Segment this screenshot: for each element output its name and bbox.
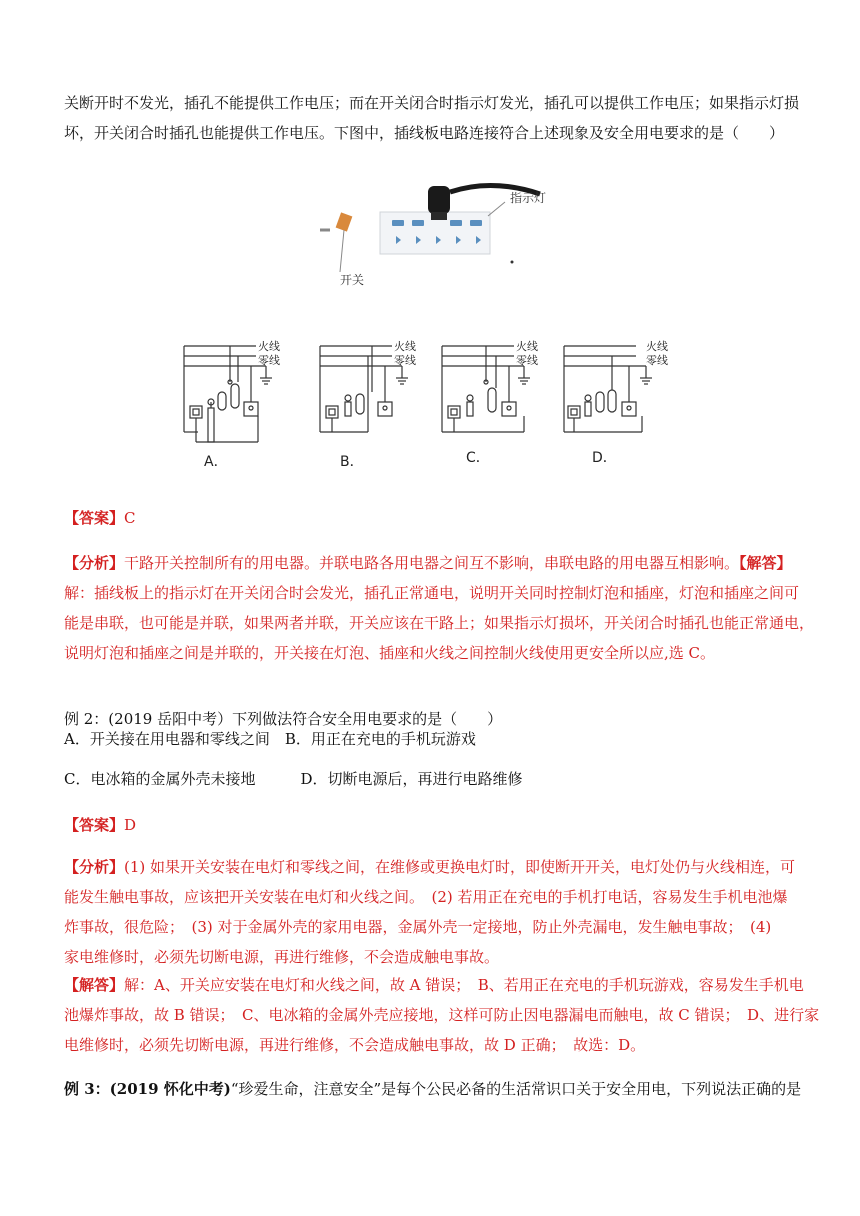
intro-line: 关断开时不发光，插孔不能提供工作电压；而在开关闭合时指示灯发光，插孔可以提供工作电压；如果指示灯损 — [64, 94, 800, 112]
analysis-text: 炸事故，很危险； (3) 对于金属外壳的家用电器，金属外壳一定接地，防止外壳漏电，发生触电事故； (4) — [64, 918, 772, 936]
neutral-wire-label: 零线 — [646, 354, 668, 367]
switch-label: 开关 — [340, 273, 365, 287]
live-wire-label: 火线 — [258, 340, 280, 353]
analysis-text: 干路开关控制所有的用电器。并联电路各用电器之间互不影响，串联电路的用电器互相影响。 — [124, 554, 740, 572]
analysis-text: 能是串联，也可能是并联，如果两者并联，开关应该在干路上；如果指示灯损坏，开关闭合时插孔也能正常通电， — [64, 614, 815, 632]
power-strip-photo — [300, 172, 570, 292]
answer-value: C — [124, 509, 136, 527]
answer-value: D — [124, 816, 137, 834]
answer-2 — [64, 810, 804, 840]
circuit-diagrams — [176, 332, 696, 472]
analysis-text: 家电维修时，必须先切断电源，再进行维修，不会造成触电事故。 — [64, 948, 500, 966]
circuit-d — [564, 346, 652, 432]
solve-text: 池爆炸事故，故 B 错误； C、电冰箱的金属外壳应接地，这样可防止因电器漏电而触电，故 C 错误； D、进行家 — [64, 1006, 820, 1024]
solve-text: 电维修时，必须先切断电源，再进行维修，不会造成触电事故，故 D 正确； 故选：D。 — [64, 1036, 646, 1054]
live-wire-label: 火线 — [646, 340, 668, 353]
analysis-tag: 【分析】 — [64, 554, 125, 572]
option-line: C．电冰箱的金属外壳未接地 D．切断电源后，再进行电路维修 — [64, 770, 523, 788]
neutral-wire-label: 零线 — [394, 354, 416, 367]
analysis-text: 能发生触电事故，应该把开关安装在电灯和火线之间。 (2) 若用正在充电的手机打电话，容易发生手机电池爆 — [64, 888, 788, 906]
option-line: A．开关接在用电器和零线之间 B．用正在充电的手机玩游戏 — [64, 730, 476, 748]
solve-tag: 【解答】 — [64, 976, 125, 994]
question-2-options — [64, 724, 804, 794]
indicator-label: 指示灯 — [510, 191, 547, 205]
option-label-a: A． — [204, 454, 228, 470]
analysis-text: 解：插线板上的指示灯在开关闭合时会发光，插孔正常通电，说明开关同时控制灯泡和插座，灯泡和插座之间可 — [64, 584, 800, 602]
answer-tag: 【答案】 — [64, 816, 125, 834]
question-prefix: 例 3：(2019 怀化中考) — [64, 1080, 231, 1098]
option-label-c: C． — [466, 450, 490, 466]
analysis-text: 说明灯泡和插座之间是并联的，开关接在灯泡、插座和火线之间控制火线使用更安全所以应,选 C。 — [64, 644, 716, 662]
intro-line: 坏，开关闭合时插孔也能提供工作电压。下图中，插线板电路连接符合上述现象及安全用电要求的是（ ） — [64, 124, 785, 142]
question-intro — [64, 88, 804, 148]
solve-2 — [64, 970, 820, 1060]
live-wire-label: 火线 — [394, 340, 416, 353]
question-3 — [64, 1074, 804, 1104]
neutral-wire-label: 零线 — [516, 354, 538, 367]
answer-tag: 【答案】 — [64, 509, 125, 527]
analysis-tag: 【分析】 — [64, 858, 125, 876]
option-label-d: D． — [592, 450, 617, 466]
option-label-b: B． — [340, 454, 364, 470]
answer-1 — [64, 503, 804, 533]
analysis-1 — [64, 548, 815, 668]
analysis-text: (1) 如果开关安装在电灯和零线之间，在维修或更换电灯时，即使断开开关，电灯处仍与火线相连，可 — [124, 858, 796, 876]
live-wire-label: 火线 — [516, 340, 538, 353]
question-text: 例 2：(2019 岳阳中考）下列做法符合安全用电要求的是（ ） — [64, 710, 503, 728]
neutral-wire-label: 零线 — [258, 354, 280, 367]
question-text: “珍爱生命，注意安全”是每个公民必备的生活常识口关于安全用电，下列说法正确的是 — [230, 1080, 802, 1098]
analysis-2 — [64, 852, 804, 972]
solve-text: 解：A、开关应安装在电灯和火线之间，故 A 错误； B、若用正在充电的手机玩游戏，容易发生手机电 — [124, 976, 804, 994]
solve-tag: 【解答】 — [739, 554, 792, 572]
